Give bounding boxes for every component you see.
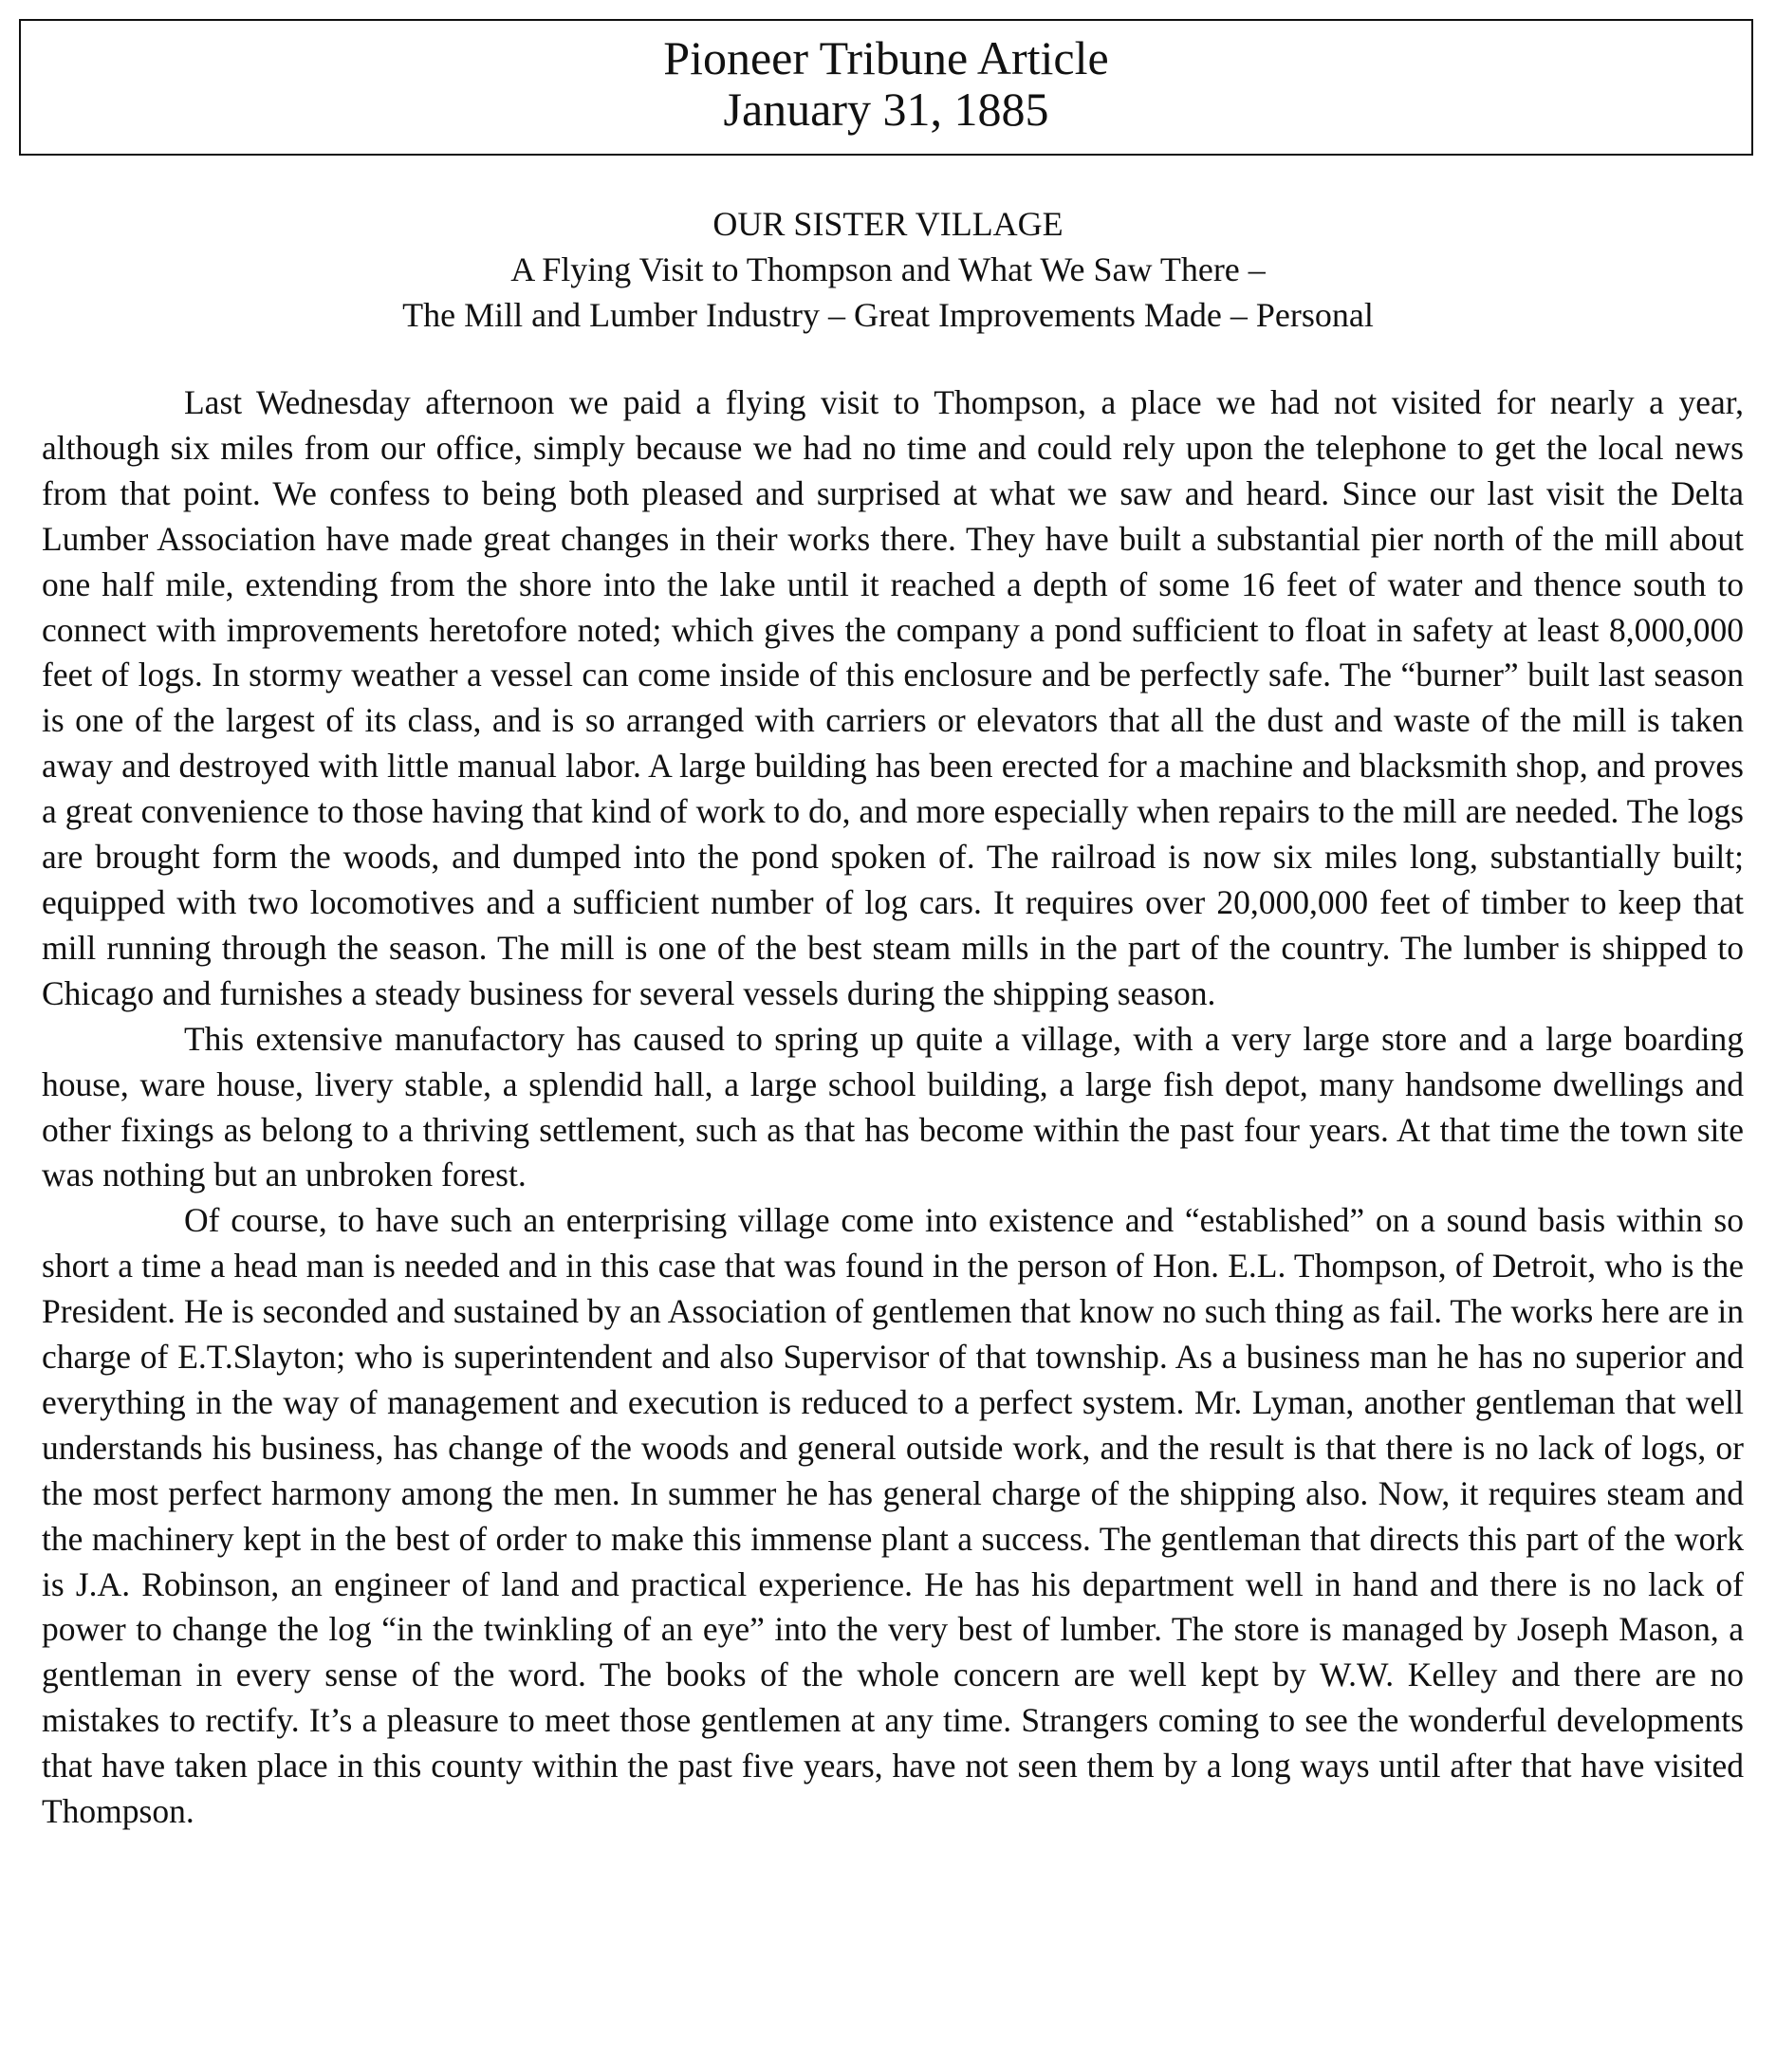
headline-block [19,201,1757,338]
article-body [42,380,1744,1835]
headline-subtitle-2: The Mill and Lumber Industry – Great Improvements Made – Personal [402,296,1374,334]
article-date: January 31, 1885 [723,83,1049,136]
headline-subtitle-1: A Flying Visit to Thompson and What We Saw There – [510,250,1266,288]
title-box [19,19,1753,156]
article-paragraph-1: Last Wednesday afternoon we paid a flying visit to Thompson, a place we had not visited for nearly a year, although six miles from our office, simply because we had no time and could rely upon the telephone to get the local news from that point. We confess to being both pleased and surprised at what we saw and heard. Since our last visit the Delta Lumber Association have made great changes in their works there. They have built a substantial pier north of the mill about one half mile, extending from the shore into the lake until it reached a depth of some 16 feet of water and thence south to connect with improvements heretofore noted; which gives the company a pond sufficient to float in safety at least 8,000,000 feet of logs. In stormy weather a vessel can come inside of this enclosure and be perfectly safe. The “burner” built last season is one of the largest of its class, and is so arranged with carriers or elevators that all the dust and waste of the mill is taken away and destroyed with little manual labor. A large building has been erected for a machine and blacksmith shop, and proves a great convenience to those having that kind of work to do, and more especially when repairs to the mill are needed. The logs are brought form the woods, and dumped into the pond spoken of. The railroad is now six miles long, substantially built; equipped with two locomotives and a sufficient number of log cars. It requires over 20,000,000 feet of timber to keep that mill running through the season. The mill is one of the best steam mills in the part of the country. The lumber is shipped to Chicago and furnishes a steady business for several vessels during the shipping season. [42,383,1744,1012]
article-paragraph-3: Of course, to have such an enterprising village come into existence and “established” on a sound basis within so short a time a head man is needed and in this case that was found in the person of Hon. E.L. Thompson, of Detroit, who is the President. He is seconded and sustained by an Association of gentlemen that know no such thing as fail. The works here are in charge of E.T.Slayton; who is superintendent and also Supervisor of that township. As a business man he has no superior and everything in the way of management and execution is reduced to a perfect system. Mr. Lyman, another gentleman that well understands his business, has change of the woods and general outside work, and the result is that there is no lack of logs, or the most perfect harmony among the men. In summer he has general charge of the shipping also. Now, it requires steam and the machinery kept in the best of order to make this immense plant a success. The gentleman that directs this part of the work is J.A. Robinson, an engineer of land and practical experience. He has his department well in hand and there is no lack of power to change the log “in the twinkling of an eye” into the very best of lumber. The store is managed by Joseph Mason, a gentleman in every sense of the word. The books of the whole concern are well kept by W.W. Kelley and there are no mistakes to rectify. It’s a pleasure to meet those gentlemen at any time. Strangers coming to see the wonderful developments that have taken place in this county within the past five years, have not seen them by a long ways until after that have visited Thompson. [42,1201,1744,1831]
article-title: Pioneer Tribune Article [663,31,1109,84]
article-paragraph-2: This extensive manufactory has caused to spring up quite a village, with a very large store and a large boarding house, ware house, livery stable, a splendid hall, a large school building, a large fish depot, many handsome dwellings and other fixings as belong to a thriving settlement, such as that has become within the past four years. At that time the town site was nothing but an unbroken forest. [42,1019,1744,1194]
headline-title: OUR SISTER VILLAGE [712,205,1064,243]
